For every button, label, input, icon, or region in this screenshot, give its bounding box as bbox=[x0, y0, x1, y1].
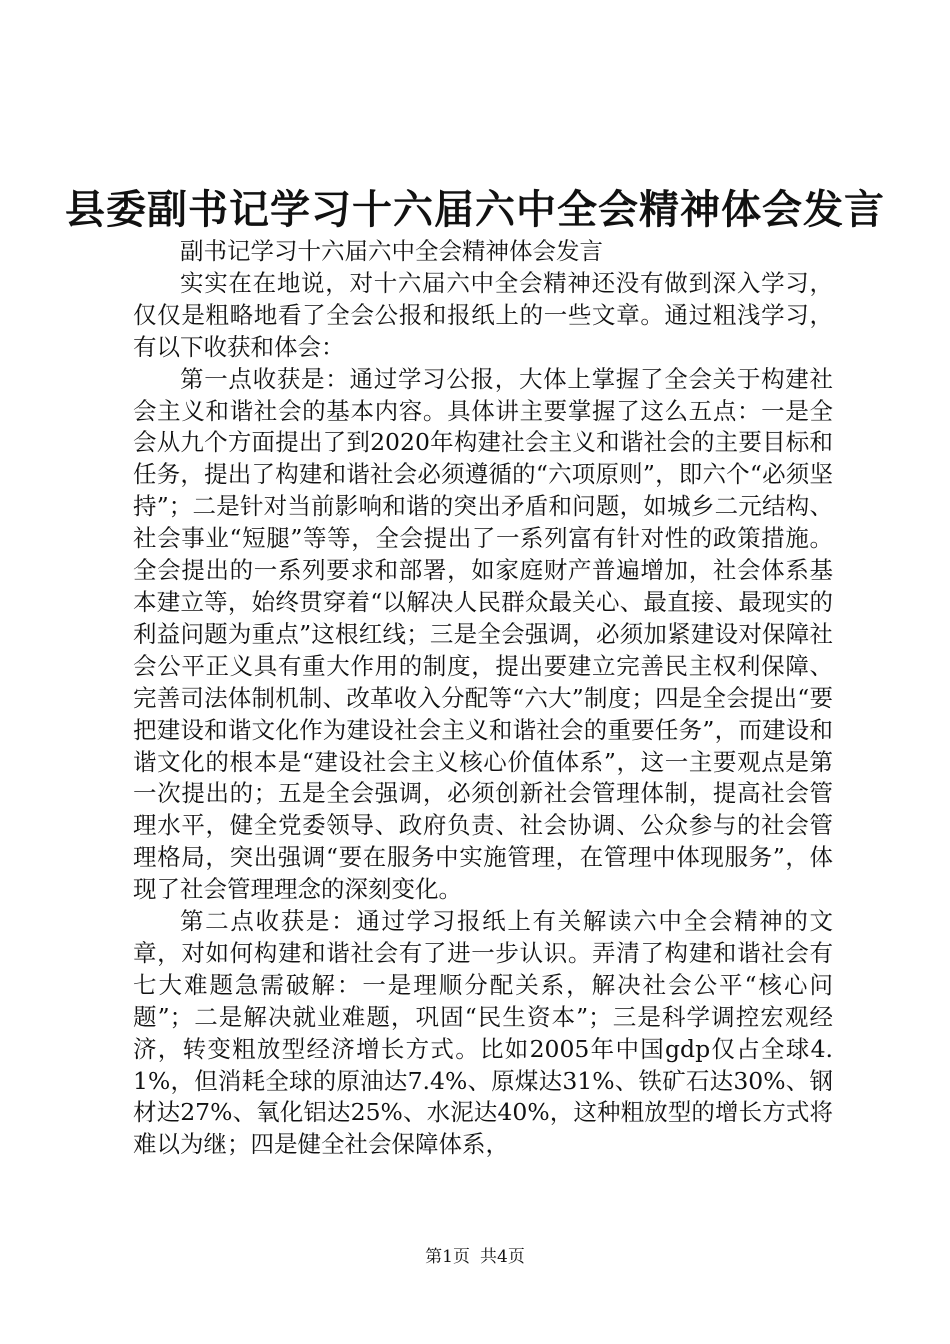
document-title: 县委副书记学习十六届六中全会精神体会发言 bbox=[65, 186, 885, 233]
page-footer bbox=[0, 1245, 950, 1269]
paragraph-first-gain: 第一点收获是：通过学习公报，大体上掌握了全会关于构建社会主义和谐社会的基本内容。具体讲主要掌握了这么五点：一是全会从九个方面提出了到2020年构建社会主义和谐社会的主要目标和任务，提出了构建和谐社会必须遵循的“六项原则”，即六个“必须坚持”；二是针对当前影响和谐的突出矛盾和问题，如城乡二元结构、社会事业“短腿”等等，全会提出了一系列富有针对性的政策措施。全会提出的一系列要求和部署，如家庭财产普遍增加，社会体系基本建立等，始终贯穿着“以解决人民群众最关心、最直接、最现实的利益问题为重点”这根红线；三是全会强调，必须加紧建设对保障社会公平正义具有重大作用的制度，提出要建立完善民主权利保障、完善司法体制机制、改革收入分配等“六大”制度；四是全会提出“要把建设和谐文化作为建设社会主义和谐社会的重要任务”，而建设和谐文化的根本是“建设社会主义核心价值体系”，这一主要观点是第一次提出的；五是全会强调，必须创新社会管理体制，提高社会管理水平，健全党委领导、政府负责、社会协调、公众参与的社会管理格局，突出强调“要在服务中实施管理，在管理中体现服务”，体现了社会管理理念的深刻变化。 bbox=[133, 364, 833, 904]
page-total: 共4页 bbox=[480, 1247, 525, 1267]
paragraph-subtitle: 副书记学习十六届六中全会精神体会发言 bbox=[180, 237, 603, 265]
paragraph-intro: 实实在在地说，对十六届六中全会精神还没有做到深入学习，仅仅是粗略地看了全会公报和报纸上的一些文章。通过粗浅学习，有以下收获和体会： bbox=[133, 268, 833, 361]
page-number: 第1页 bbox=[425, 1247, 470, 1267]
paragraph-second-gain: 第二点收获是：通过学习报纸上有关解读六中全会精神的文章，对如何构建和谐社会有了进一步认识。弄清了构建和谐社会有七大难题急需破解：一是理顺分配关系，解决社会公平“核心问题”；二是解决就业难题，巩固“民生资本”；三是科学调控宏观经济，转变粗放型经济增长方式。比如2005年中国gdp仅占全球4.1%，但消耗全球的原油达7.4%、原煤达31%、铁矿石达30%、钢材达27%、氧化铝达25%、水泥达40%，这种粗放型的增长方式将难以为继；四是健全社会保障体系， bbox=[133, 907, 833, 1159]
document-body bbox=[133, 236, 833, 1161]
